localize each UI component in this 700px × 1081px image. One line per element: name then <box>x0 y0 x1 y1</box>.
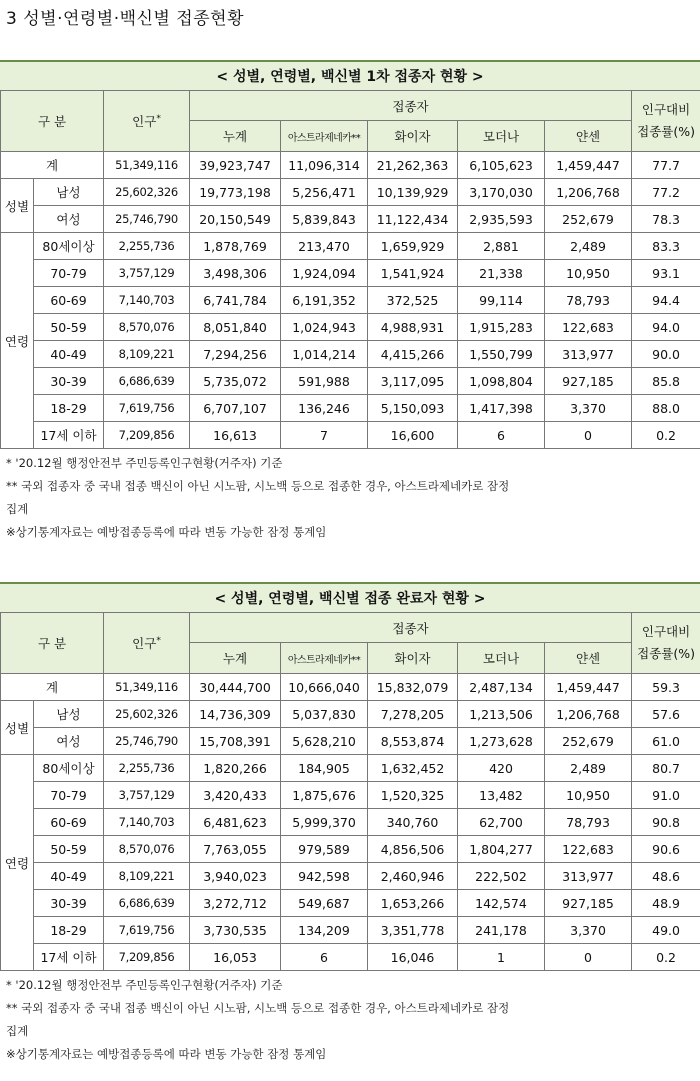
cell-ratio: 0.2 <box>632 944 700 971</box>
cell-janssen: 313,977 <box>545 863 632 890</box>
cell-moderna: 1,417,398 <box>458 395 545 422</box>
group-age: 연령 <box>1 755 34 971</box>
first-dose-table <box>0 90 700 449</box>
cell-pfizer: 5,150,093 <box>368 395 458 422</box>
cell-pfizer: 372,525 <box>368 287 458 314</box>
cell-ratio: 61.0 <box>632 728 700 755</box>
cell-janssen: 3,370 <box>545 395 632 422</box>
cell-astrazeneca: 184,905 <box>281 755 368 782</box>
cell-moderna: 21,338 <box>458 260 545 287</box>
cell-population: 25,602,326 <box>104 179 190 206</box>
cell-janssen: 10,950 <box>545 260 632 287</box>
ratio-header: 인구대비 접종률(%) <box>632 613 700 674</box>
ratio-header: 인구대비 접종률(%) <box>632 91 700 152</box>
cell-moderna: 1,273,628 <box>458 728 545 755</box>
cell-astrazeneca: 5,256,471 <box>281 179 368 206</box>
cell-population: 25,746,790 <box>104 728 190 755</box>
footnote-astrazeneca-cont: 집계 <box>6 502 29 516</box>
cell-pfizer: 10,139,929 <box>368 179 458 206</box>
population-header: 인구* <box>104 91 190 152</box>
cell-astrazeneca: 11,096,314 <box>281 152 368 179</box>
cell-moderna: 2,487,134 <box>458 674 545 701</box>
cell-ratio: 88.0 <box>632 395 700 422</box>
category-header: 구 분 <box>1 613 104 674</box>
row-label: 30-39 <box>34 368 104 395</box>
table-row <box>1 314 700 341</box>
cell-pfizer: 4,988,931 <box>368 314 458 341</box>
cell-moderna: 6 <box>458 422 545 449</box>
cumulative-header: 누계 <box>190 121 281 152</box>
table-row <box>1 755 700 782</box>
cell-ratio: 93.1 <box>632 260 700 287</box>
cell-ratio: 90.0 <box>632 341 700 368</box>
cell-janssen: 313,977 <box>545 341 632 368</box>
table-row <box>1 395 700 422</box>
cell-ratio: 85.8 <box>632 368 700 395</box>
cell-cumulative: 3,730,535 <box>190 917 281 944</box>
footnotes <box>0 449 700 544</box>
cell-janssen: 0 <box>545 422 632 449</box>
pfizer-header: 화이자 <box>368 643 458 674</box>
cell-janssen: 3,370 <box>545 917 632 944</box>
cell-population: 7,209,856 <box>104 422 190 449</box>
vaccinated-header: 접종자 <box>190 613 632 643</box>
cell-moderna: 1,098,804 <box>458 368 545 395</box>
cell-pfizer: 4,856,506 <box>368 836 458 863</box>
cell-janssen: 78,793 <box>545 809 632 836</box>
cell-janssen: 78,793 <box>545 287 632 314</box>
cell-astrazeneca: 1,024,943 <box>281 314 368 341</box>
cell-ratio: 90.6 <box>632 836 700 863</box>
cell-ratio: 94.0 <box>632 314 700 341</box>
category-header: 구 분 <box>1 91 104 152</box>
cell-ratio: 48.6 <box>632 863 700 890</box>
cell-cumulative: 16,053 <box>190 944 281 971</box>
cell-janssen: 0 <box>545 944 632 971</box>
cell-janssen: 927,185 <box>545 890 632 917</box>
cell-population: 7,619,756 <box>104 395 190 422</box>
cell-moderna: 142,574 <box>458 890 545 917</box>
cell-cumulative: 5,735,072 <box>190 368 281 395</box>
cell-moderna: 2,935,593 <box>458 206 545 233</box>
cell-ratio: 80.7 <box>632 755 700 782</box>
row-label: 40-49 <box>34 863 104 890</box>
cell-cumulative: 30,444,700 <box>190 674 281 701</box>
row-label: 40-49 <box>34 341 104 368</box>
table-row <box>1 836 700 863</box>
cell-population: 6,686,639 <box>104 368 190 395</box>
page-title: 3 성별·연령별·백신별 접종현황 <box>6 9 244 29</box>
table-row <box>1 917 700 944</box>
row-label: 18-29 <box>34 917 104 944</box>
group-age: 연령 <box>1 233 34 449</box>
cell-population: 25,746,790 <box>104 206 190 233</box>
row-label: 50-59 <box>34 314 104 341</box>
cell-moderna: 1,213,506 <box>458 701 545 728</box>
row-label: 80세이상 <box>34 755 104 782</box>
table-row <box>1 368 700 395</box>
cell-cumulative: 15,708,391 <box>190 728 281 755</box>
row-label: 18-29 <box>34 395 104 422</box>
row-label: 70-79 <box>34 260 104 287</box>
cell-astrazeneca: 979,589 <box>281 836 368 863</box>
cell-astrazeneca: 136,246 <box>281 395 368 422</box>
table-row <box>1 206 700 233</box>
first-dose-section <box>0 60 700 544</box>
row-label: 50-59 <box>34 836 104 863</box>
cell-moderna: 99,114 <box>458 287 545 314</box>
cell-pfizer: 1,653,266 <box>368 890 458 917</box>
footnote-provisional: ※상기통계자료는 예방접종등록에 따라 변동 가능한 잠정 통계임 <box>6 525 327 539</box>
table-row <box>1 341 700 368</box>
cell-cumulative: 1,820,266 <box>190 755 281 782</box>
cell-janssen: 1,206,768 <box>545 701 632 728</box>
cell-ratio: 91.0 <box>632 782 700 809</box>
cell-ratio: 59.3 <box>632 674 700 701</box>
cell-ratio: 77.2 <box>632 179 700 206</box>
group-sex: 성별 <box>1 701 34 755</box>
cell-cumulative: 3,272,712 <box>190 890 281 917</box>
cell-ratio: 48.9 <box>632 890 700 917</box>
row-label: 계 <box>1 674 104 701</box>
cell-cumulative: 3,420,433 <box>190 782 281 809</box>
cell-moderna: 6,105,623 <box>458 152 545 179</box>
cell-pfizer: 1,520,325 <box>368 782 458 809</box>
cell-janssen: 1,459,447 <box>545 152 632 179</box>
cell-cumulative: 6,481,623 <box>190 809 281 836</box>
janssen-header: 얀센 <box>545 643 632 674</box>
cell-astrazeneca: 942,598 <box>281 863 368 890</box>
cell-moderna: 1,550,799 <box>458 341 545 368</box>
footnote-population: * '20.12월 행정안전부 주민등록인구현황(거주자) 기준 <box>6 456 283 470</box>
cell-pfizer: 4,415,266 <box>368 341 458 368</box>
cell-cumulative: 39,923,747 <box>190 152 281 179</box>
cell-astrazeneca: 213,470 <box>281 233 368 260</box>
cell-moderna: 222,502 <box>458 863 545 890</box>
astrazeneca-header: 아스트라제네카** <box>281 643 368 674</box>
cell-cumulative: 3,940,023 <box>190 863 281 890</box>
cell-cumulative: 14,736,309 <box>190 701 281 728</box>
cell-moderna: 3,170,030 <box>458 179 545 206</box>
cell-pfizer: 15,832,079 <box>368 674 458 701</box>
cell-population: 3,757,129 <box>104 260 190 287</box>
cell-astrazeneca: 1,014,214 <box>281 341 368 368</box>
cell-janssen: 10,950 <box>545 782 632 809</box>
cell-population: 2,255,736 <box>104 233 190 260</box>
row-label: 계 <box>1 152 104 179</box>
cell-astrazeneca: 1,924,094 <box>281 260 368 287</box>
cell-ratio: 0.2 <box>632 422 700 449</box>
cell-pfizer: 3,351,778 <box>368 917 458 944</box>
cell-moderna: 13,482 <box>458 782 545 809</box>
cell-population: 8,570,076 <box>104 836 190 863</box>
cell-cumulative: 19,773,198 <box>190 179 281 206</box>
moderna-header: 모더나 <box>458 121 545 152</box>
footnote-population: * '20.12월 행정안전부 주민등록인구현황(거주자) 기준 <box>6 978 283 992</box>
cell-pfizer: 8,553,874 <box>368 728 458 755</box>
group-sex: 성별 <box>1 179 34 233</box>
cell-pfizer: 2,460,946 <box>368 863 458 890</box>
cell-population: 6,686,639 <box>104 890 190 917</box>
cell-janssen: 252,679 <box>545 728 632 755</box>
cell-population: 8,109,221 <box>104 863 190 890</box>
cell-astrazeneca: 6 <box>281 944 368 971</box>
row-label: 60-69 <box>34 809 104 836</box>
table-row <box>1 422 700 449</box>
cell-janssen: 2,489 <box>545 755 632 782</box>
cell-astrazeneca: 6,191,352 <box>281 287 368 314</box>
astrazeneca-header: 아스트라제네카** <box>281 121 368 152</box>
footnote-astrazeneca: ** 국외 접종자 중 국내 접종 백신이 아닌 시노팜, 시노백 등으로 접종한 경우, 아스트라제네카로 잠정 <box>6 479 510 493</box>
cell-pfizer: 1,541,924 <box>368 260 458 287</box>
footnotes <box>0 971 700 1066</box>
cell-pfizer: 21,262,363 <box>368 152 458 179</box>
cell-cumulative: 1,878,769 <box>190 233 281 260</box>
row-label: 17세 이하 <box>34 422 104 449</box>
cell-janssen: 122,683 <box>545 836 632 863</box>
table-row <box>1 179 700 206</box>
cell-astrazeneca: 5,839,843 <box>281 206 368 233</box>
table-row <box>1 728 700 755</box>
table-row <box>1 152 700 179</box>
cell-population: 7,140,703 <box>104 809 190 836</box>
cumulative-header: 누계 <box>190 643 281 674</box>
cell-astrazeneca: 549,687 <box>281 890 368 917</box>
cell-astrazeneca: 5,999,370 <box>281 809 368 836</box>
cell-astrazeneca: 7 <box>281 422 368 449</box>
table-row <box>1 233 700 260</box>
cell-ratio: 94.4 <box>632 287 700 314</box>
cell-pfizer: 1,632,452 <box>368 755 458 782</box>
table-row <box>1 287 700 314</box>
cell-pfizer: 3,117,095 <box>368 368 458 395</box>
cell-pfizer: 340,760 <box>368 809 458 836</box>
cell-janssen: 122,683 <box>545 314 632 341</box>
cell-janssen: 1,459,447 <box>545 674 632 701</box>
cell-cumulative: 16,613 <box>190 422 281 449</box>
cell-pfizer: 11,122,434 <box>368 206 458 233</box>
footnote-provisional: ※상기통계자료는 예방접종등록에 따라 변동 가능한 잠정 통계임 <box>6 1047 327 1061</box>
table-row <box>1 890 700 917</box>
cell-cumulative: 7,294,256 <box>190 341 281 368</box>
cell-pfizer: 16,600 <box>368 422 458 449</box>
row-label: 여성 <box>34 206 104 233</box>
cell-ratio: 57.6 <box>632 701 700 728</box>
footnote-astrazeneca: ** 국외 접종자 중 국내 접종 백신이 아닌 시노팜, 시노백 등으로 접종한 경우, 아스트라제네카로 잠정 <box>6 1001 510 1015</box>
cell-cumulative: 6,707,107 <box>190 395 281 422</box>
table-row <box>1 260 700 287</box>
janssen-header: 얀센 <box>545 121 632 152</box>
cell-population: 51,349,116 <box>104 674 190 701</box>
cell-janssen: 252,679 <box>545 206 632 233</box>
row-label: 30-39 <box>34 890 104 917</box>
cell-moderna: 1 <box>458 944 545 971</box>
moderna-header: 모더나 <box>458 643 545 674</box>
cell-moderna: 62,700 <box>458 809 545 836</box>
cell-population: 25,602,326 <box>104 701 190 728</box>
row-label: 80세이상 <box>34 233 104 260</box>
cell-janssen: 2,489 <box>545 233 632 260</box>
footnote-astrazeneca-cont: 집계 <box>6 1024 29 1038</box>
cell-cumulative: 7,763,055 <box>190 836 281 863</box>
cell-cumulative: 20,150,549 <box>190 206 281 233</box>
cell-population: 7,209,856 <box>104 944 190 971</box>
row-label: 남성 <box>34 179 104 206</box>
row-label: 60-69 <box>34 287 104 314</box>
cell-population: 3,757,129 <box>104 782 190 809</box>
cell-astrazeneca: 134,209 <box>281 917 368 944</box>
cell-moderna: 2,881 <box>458 233 545 260</box>
cell-astrazeneca: 591,988 <box>281 368 368 395</box>
cell-ratio: 83.3 <box>632 233 700 260</box>
cell-astrazeneca: 10,666,040 <box>281 674 368 701</box>
cell-pfizer: 7,278,205 <box>368 701 458 728</box>
cell-janssen: 1,206,768 <box>545 179 632 206</box>
cell-ratio: 77.7 <box>632 152 700 179</box>
cell-pfizer: 1,659,929 <box>368 233 458 260</box>
row-label: 남성 <box>34 701 104 728</box>
completed-table <box>0 612 700 971</box>
table-title: < 성별, 연령별, 백신별 접종 완료자 현황 > <box>0 582 700 612</box>
cell-moderna: 420 <box>458 755 545 782</box>
table-row <box>1 944 700 971</box>
cell-cumulative: 8,051,840 <box>190 314 281 341</box>
table-row <box>1 674 700 701</box>
cell-moderna: 1,915,283 <box>458 314 545 341</box>
cell-pfizer: 16,046 <box>368 944 458 971</box>
cell-population: 8,570,076 <box>104 314 190 341</box>
vaccinated-header: 접종자 <box>190 91 632 121</box>
pfizer-header: 화이자 <box>368 121 458 152</box>
table-row <box>1 809 700 836</box>
cell-janssen: 927,185 <box>545 368 632 395</box>
completed-section <box>0 582 700 1066</box>
cell-astrazeneca: 1,875,676 <box>281 782 368 809</box>
cell-moderna: 1,804,277 <box>458 836 545 863</box>
cell-population: 7,619,756 <box>104 917 190 944</box>
cell-astrazeneca: 5,628,210 <box>281 728 368 755</box>
table-row <box>1 782 700 809</box>
cell-ratio: 78.3 <box>632 206 700 233</box>
row-label: 여성 <box>34 728 104 755</box>
cell-ratio: 49.0 <box>632 917 700 944</box>
cell-ratio: 90.8 <box>632 809 700 836</box>
cell-cumulative: 3,498,306 <box>190 260 281 287</box>
table-row <box>1 863 700 890</box>
row-label: 17세 이하 <box>34 944 104 971</box>
cell-population: 51,349,116 <box>104 152 190 179</box>
table-row <box>1 701 700 728</box>
cell-astrazeneca: 5,037,830 <box>281 701 368 728</box>
cell-cumulative: 6,741,784 <box>190 287 281 314</box>
cell-population: 8,109,221 <box>104 341 190 368</box>
table-title: < 성별, 연령별, 백신별 1차 접종자 현황 > <box>0 60 700 90</box>
cell-moderna: 241,178 <box>458 917 545 944</box>
population-header: 인구* <box>104 613 190 674</box>
row-label: 70-79 <box>34 782 104 809</box>
cell-population: 7,140,703 <box>104 287 190 314</box>
cell-population: 2,255,736 <box>104 755 190 782</box>
